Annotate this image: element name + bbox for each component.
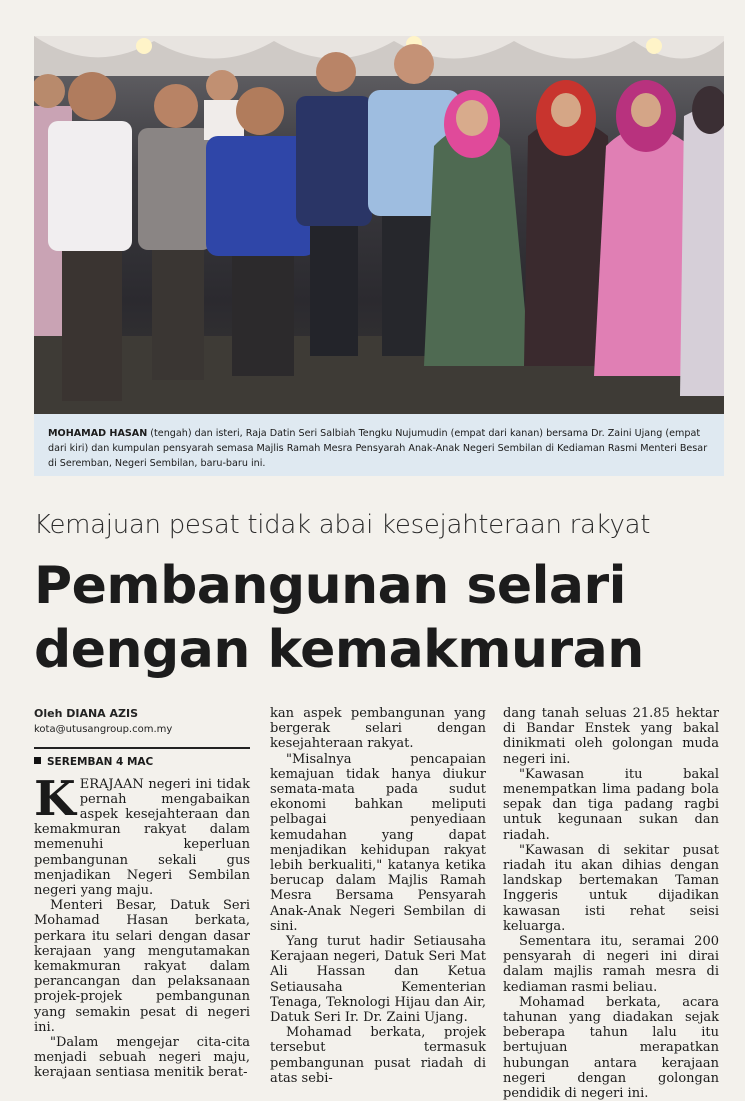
- article-paragraph: "Dalam mengejar cita-cita menjadi sebuah negeri maju, kerajaan sentiasa menitik berat-: [34, 1035, 250, 1081]
- article-column-1: [34, 706, 250, 1081]
- drop-cap: K: [34, 770, 76, 827]
- article-paragraph: Menteri Besar, Datuk Seri Mohamad Hasan berkata, perkara itu selari dengan dasar kerajaan yang mengutamakan kemakmuran rakyat dalam perancangan dan pelaksanaan projek-projek pembangunan yang semakin pesat di negeri ini.: [34, 898, 250, 1035]
- byline-author: Oleh DIANA AZIS: [34, 707, 139, 720]
- photo-caption: [34, 414, 724, 476]
- dateline: [34, 755, 250, 770]
- headline-line-1: Pembangunan selari: [34, 556, 626, 616]
- article-paragraph: Yang turut hadir Setiausaha Kerajaan negeri, Datuk Seri Mat Ali Hassan dan Ketua Setiausaha Kementerian Tenaga, Teknologi Hijau dan Air, Datuk Seri Ir. Dr. Zaini Ujang.: [270, 934, 486, 1026]
- headline-line-2: dengan kemakmuran: [34, 620, 644, 680]
- article-paragraph: Sementara itu, seramai 200 pensyarah di negeri ini dirai dalam majlis ramah mesra di kediaman rasmi beliau.: [503, 934, 719, 995]
- caption-text: (tengah) dan isteri, Raja Datin Seri Salbiah Tengku Nujumudin (empat dari kanan) bersama Dr. Zaini Ujang (empat dari kiri) dan kumpulan pensyarah semasa Majlis Ramah Mesra Pensyarah Anak-Anak Negeri Sembilan di Kediaman Rasmi Menteri Besar di Seremban, Negeri Sembilan, baru-baru ini.: [48, 428, 708, 469]
- article-column-3: [503, 706, 719, 1101]
- dateline-text: SEREMBAN 4 MAC: [47, 756, 154, 769]
- article-paragraph: KERAJAAN negeri ini tidak pernah mengabaikan aspek kesejahteraan dan kemakmuran rakyat dalam memenuhi keperluan pembangunan sekali gus menjadikan Negeri Sembilan negeri yang maju.: [34, 770, 250, 899]
- article-paragraph: "Kawasan itu bakal menempatkan lima padang bola sepak dan tiga padang ragbi untuk kegunaan sukan dan riadah.: [503, 766, 719, 843]
- article-column-2: [270, 706, 486, 1086]
- news-photo: [34, 36, 724, 414]
- caption-names: MOHAMAD HASAN: [48, 428, 148, 439]
- headline: [34, 554, 724, 682]
- article-paragraph: kan aspek pembangunan yang bergerak selari dengan kesejahteraan rakyat.: [270, 706, 486, 752]
- kicker-subheadline: Kemajuan pesat tidak abai kesejahteraan rakyat: [34, 510, 651, 540]
- byline-email: kota@utusangroup.com.my: [34, 724, 173, 736]
- square-bullet-icon: [34, 757, 41, 764]
- article-paragraph: "Misalnya pencapaian kemajuan tidak hanya diukur semata-mata pada sudut ekonomi bahkan meliputi pelbagai penyediaan kemudahan yang dapat menjadikan kehidupan rakyat lebih berkualiti," katanya ketika berucap dalam Majlis Ramah Mesra Bersama Pensyarah Anak-Anak Negeri Sembilan di sini.: [270, 751, 486, 934]
- article-paragraph: Mohamad berkata, projek tersebut termasuk pembangunan pusat riadah di atas sebi-: [270, 1025, 486, 1086]
- byline-rule: [34, 747, 250, 749]
- article-paragraph: dang tanah seluas 21.85 hektar di Bandar Enstek yang bakal dinikmati oleh golongan muda negeri ini.: [503, 706, 719, 767]
- article-paragraph: "Kawasan di sekitar pusat riadah itu akan dihias dengan landskap bertemakan Taman Inggeris untuk dijadikan kawasan isti rehat seisi keluarga.: [503, 842, 719, 934]
- group-photo-illustration: [34, 36, 724, 414]
- article-paragraph: Mohamad berkata, acara tahunan yang diadakan sejak beberapa tahun lalu itu bertujuan merapatkan hubungan antara kerajaan negeri dengan golongan pendidik di negeri ini.: [503, 994, 719, 1101]
